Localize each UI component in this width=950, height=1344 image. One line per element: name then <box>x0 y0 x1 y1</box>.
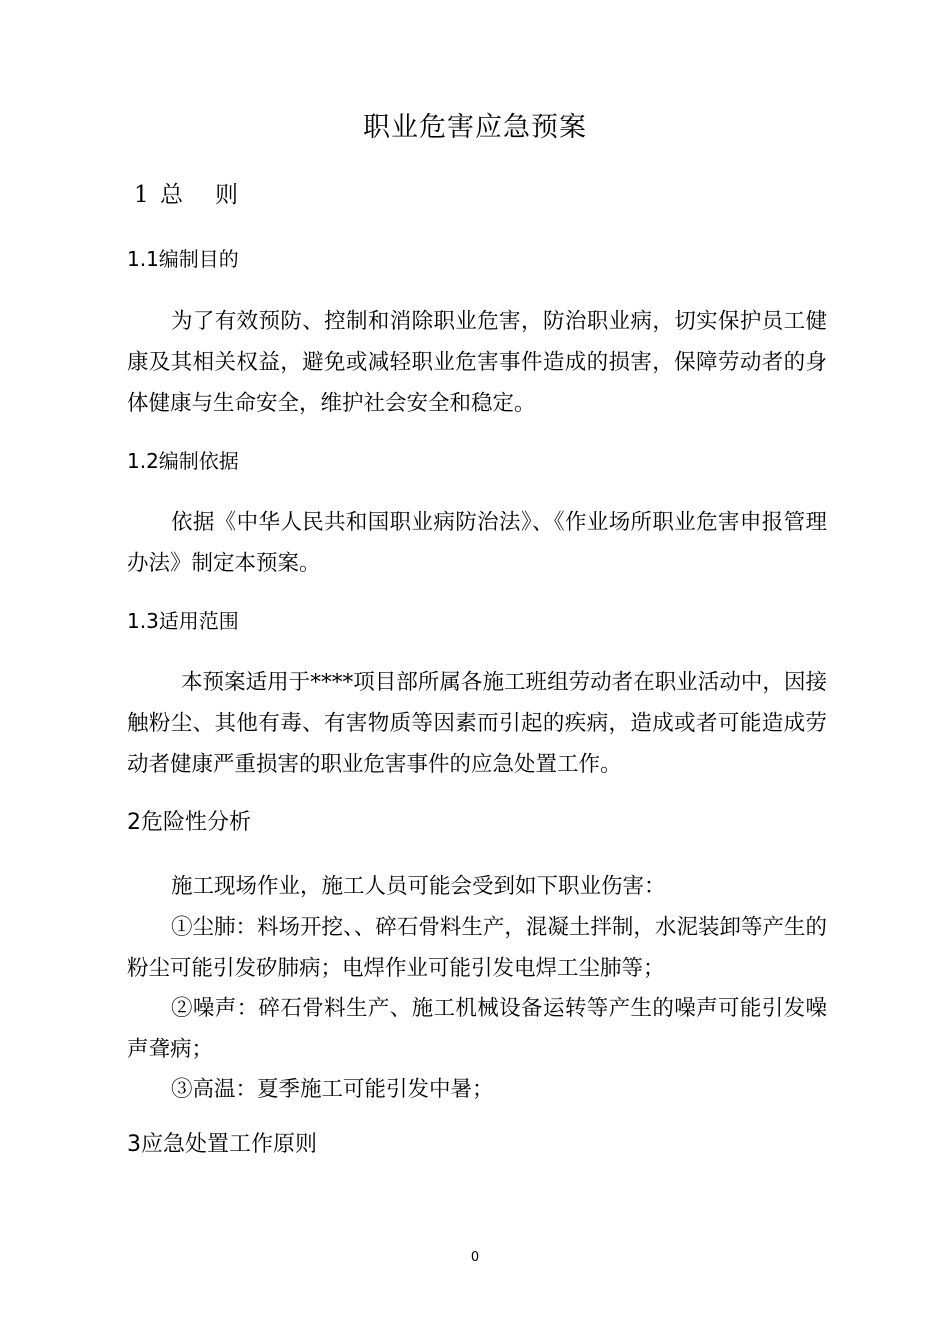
hazard-item-noise: ②噪声：碎石骨料生产、施工机械设备运转等产生的噪声可能引发噪声聋病； <box>127 996 827 1062</box>
hazard-item-dust: ①尘肺：料场开挖、、碎石骨料生产，混凝土拌制，水泥装卸等产生的粉尘可能引发矽肺病；电焊作业可能引发电焊工尘肺等； <box>127 915 827 981</box>
chapter-1-number: 1 <box>134 182 151 208</box>
section-1-2-heading: 1.2编制依据 <box>127 449 239 473</box>
chapter-1-label-first: 总 <box>159 182 185 208</box>
chapter-2-intro: 施工现场作业，施工人员可能会受到如下职业伤害： <box>171 874 666 899</box>
page-number: 0 <box>470 1250 480 1265</box>
chapter-1-label-second: 则 <box>214 182 240 208</box>
chapter-2-heading: 2危险性分析 <box>127 810 251 835</box>
section-1-1-heading: 1.1编制目的 <box>127 247 239 271</box>
hazard-item-heat: ③高温：夏季施工可能引发中暑； <box>171 1077 494 1102</box>
section-1-2-body: 依据《中华人民共和国职业病防治法》、《作业场所职业危害申报管理办法》制定本预案。 <box>127 510 827 576</box>
section-1-3-heading: 1.3适用范围 <box>127 609 239 633</box>
section-1-1-body: 为了有效预防、控制和消除职业危害，防治职业病，切实保护员工健康及其相关权益，避免或减轻职业危害事件造成的损害，保障劳动者的身体健康与生命安全，维护社会安全和稳定。 <box>127 309 827 416</box>
document-title: 职业危害应急预案 <box>363 112 587 143</box>
chapter-3-heading: 3应急处置工作原则 <box>127 1132 317 1157</box>
section-1-3-body: 本预案适用于****项目部所属各施工班组劳动者在职业活动中，因接触粉尘、其他有毒、有害物质等因素而引起的疾病，造成或者可能造成劳动者健康严重损害的职业危害事件的应急处置工作。 <box>127 670 827 777</box>
chapter-1-heading <box>134 178 240 212</box>
